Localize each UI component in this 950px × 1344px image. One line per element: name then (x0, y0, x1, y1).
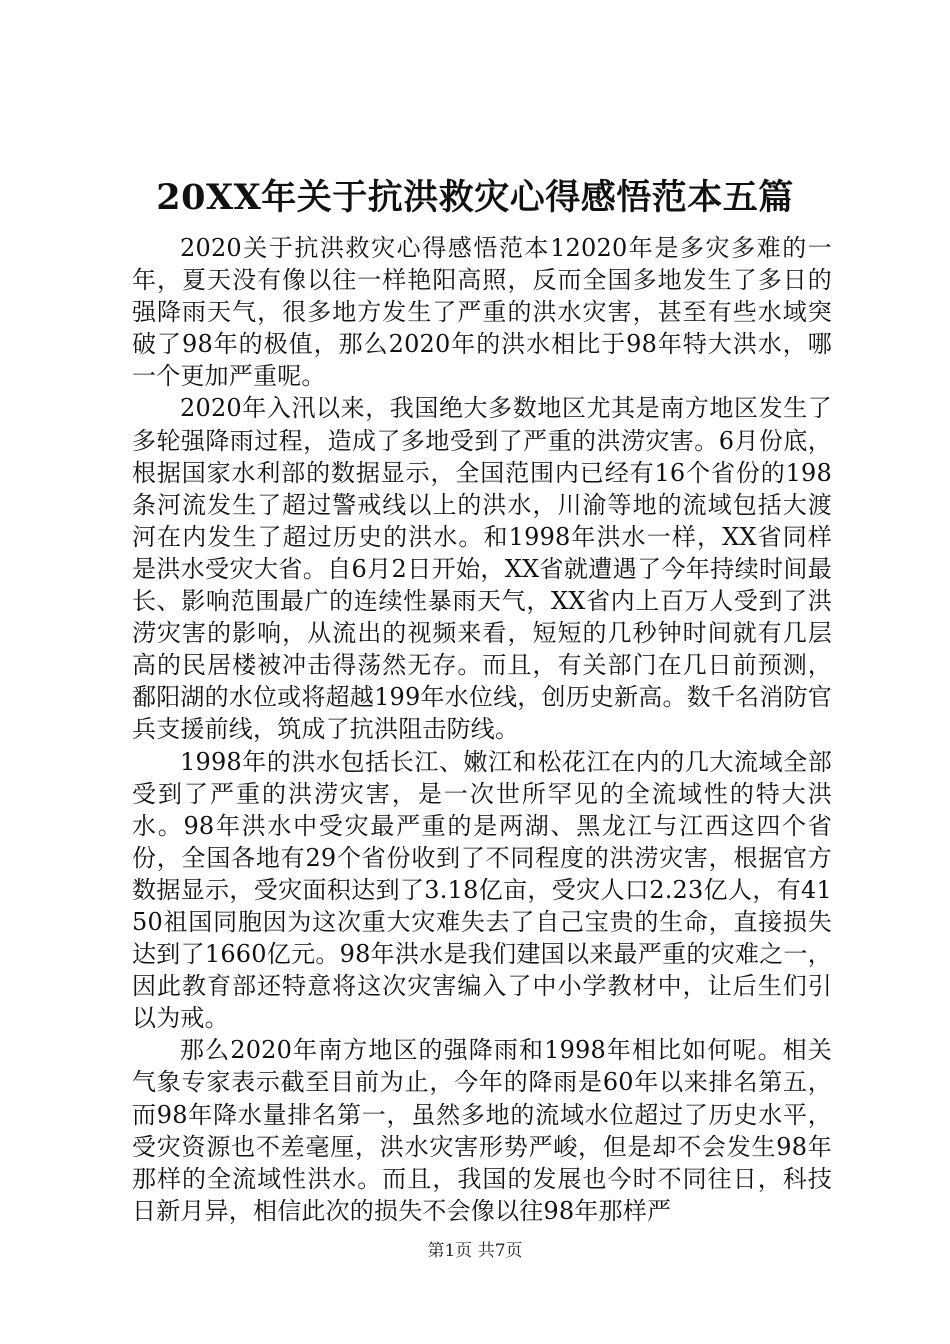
paragraph-1: 2020关于抗洪救灾心得感悟范本12020年是多灾多难的一年，夏天没有像以往一样艳阳高照，反而全国多地发生了多日的强降雨天气，很多地方发生了严重的洪水灾害，甚至有些水域突破了98年的极值，那么2020年的洪水相比于98年特大洪水，哪一个更加严重呢。 (132, 234, 832, 391)
page-number-footer: 第1页 共7页 (427, 1241, 523, 1261)
document-body (132, 232, 832, 1227)
paragraph-3: 1998年的洪水包括长江、嫩江和松花江在内的几大流域全部受到了严重的洪涝灾害，是一次世所罕见的全流域性的特大洪水。98年洪水中受灾最严重的是两湖、黑龙江与江西这四个省份，全国各地有29个省份收到了不同程度的洪涝灾害，根据官方数据显示，受灾面积达到了3.18亿亩，受灾人口2.23亿人，有4150祖国同胞因为这次重大灾难失去了自己宝贵的生命，直接损失达到了1660亿元。98年洪水是我们建国以来最严重的灾难之一，因此教育部还特意将这次灾害编入了中小学教材中，让后生们引以为戒。 (132, 747, 832, 1033)
paragraph-4: 那么2020年南方地区的强降雨和1998年相比如何呢。相关气象专家表示截至目前为止，今年的降雨是60年以来排名第五，而98年降水量排名第一，虽然多地的流域水位超过了历史水平，受灾资源也不差毫厘，洪水灾害形势严峻，但是却不会发生98年那样的全流域性洪水。而且，我国的发展也今时不同往日，科技日新月异，相信此次的损失不会像以往98年那样严 (132, 1036, 832, 1225)
document-title: 20XX年关于抗洪救灾心得感悟范本五篇 (156, 177, 794, 218)
paragraph-2: 2020年入汛以来，我国绝大多数地区尤其是南方地区发生了多轮强降雨过程，造成了多地受到了严重的洪涝灾害。6月份底，根据国家水利部的数据显示，全国范围内已经有16个省份的198条河流发生了超过警戒线以上的洪水，川渝等地的流域包括大渡河在内发生了超过历史的洪水。和1998年洪水一样，XX省同样是洪水受灾大省。自6月2日开始，XX省就遭遇了今年持续时间最长、影响范围最广的连续性暴雨天气，XX省内上百万人受到了洪涝灾害的影响，从流出的视频来看，短短的几秒钟时间就有几层高的民居楼被冲击得荡然无存。而且，有关部门在几日前预测，鄱阳湖的水位或将超越199年水位线，创历史新高。数千名消防官兵支援前线，筑成了抗洪阻击防线。 (132, 394, 832, 744)
